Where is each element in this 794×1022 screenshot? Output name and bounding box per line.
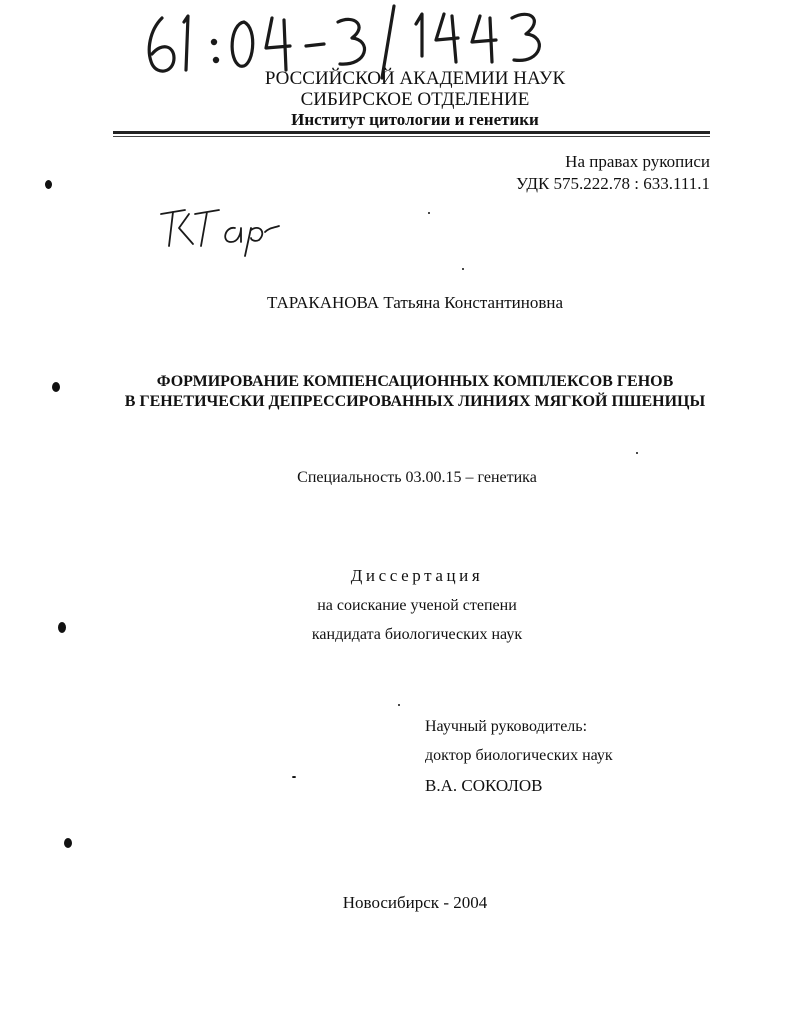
academy-name: РОССИЙСКОЙ АКАДЕМИИ НАУК [264, 68, 566, 89]
udk-code: УДК 575.222.78 : 633.111.1 [516, 174, 710, 193]
manuscript-rights: На правах рукописи [565, 152, 710, 171]
scan-mark [58, 622, 66, 633]
specialty: Специальность 03.00.15 – генетика [297, 469, 537, 486]
branch-name: СИБИРСКОЕ ОТДЕЛЕНИЕ [300, 89, 530, 110]
scan-speck [462, 268, 464, 270]
dissertation-title-line-1: ФОРМИРОВАНИЕ КОМПЕНСАЦИОННЫХ КОМПЛЕКСОВ ГЕНОВ [156, 373, 674, 390]
scan-mark [52, 382, 60, 392]
degree-line-1: на соискание ученой степени [317, 597, 517, 614]
supervisor-label: Научный руководитель: [425, 718, 588, 735]
header-divider-thick [113, 131, 710, 134]
document-type: Диссертация [350, 566, 484, 585]
scan-speck [398, 704, 400, 706]
scan-speck [428, 212, 430, 214]
supervisor-degree: доктор биологических наук [425, 747, 613, 764]
dissertation-title-line-2: В ГЕНЕТИЧЕСКИ ДЕПРЕССИРОВАННЫХ ЛИНИЯХ МЯГКОЙ ПШЕНИЦЫ [124, 393, 706, 410]
degree-line-2: кандидата биологических наук [311, 626, 523, 643]
header-divider-thin [113, 136, 710, 137]
scan-mark [64, 838, 72, 848]
city-year: Новосибирск - 2004 [342, 893, 488, 912]
handwritten-signature [155, 198, 285, 258]
supervisor-name: В.А. СОКОЛОВ [425, 776, 543, 795]
author-name: ТАРАКАНОВА Татьяна Константиновна [266, 293, 563, 312]
scan-mark [45, 180, 52, 189]
scan-speck [636, 452, 638, 454]
institute-name: Институт цитологии и генетики [291, 110, 539, 129]
scan-speck [292, 776, 296, 778]
